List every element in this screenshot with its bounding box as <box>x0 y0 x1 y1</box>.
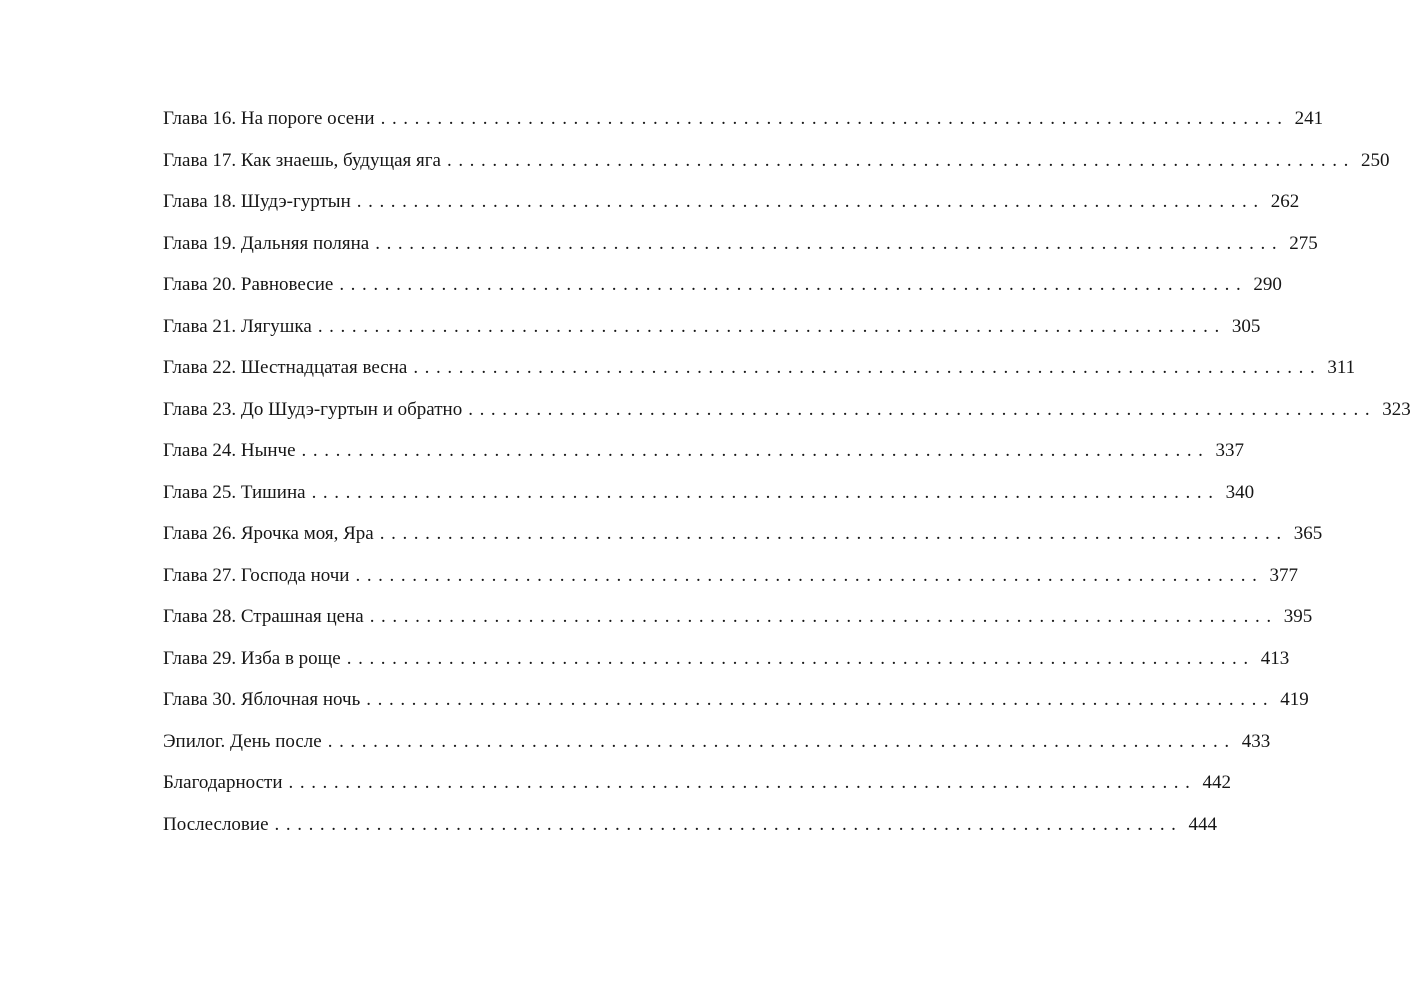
toc-entry-title: Глава 17. Как знаешь, будущая яга <box>163 149 441 171</box>
toc-entry-page: 419 <box>1280 689 1309 710</box>
dot-leader: ................................................................................ <box>317 315 1226 337</box>
toc-entry-page: 290 <box>1253 274 1282 295</box>
toc-entry-page: 413 <box>1260 647 1290 669</box>
dot-leader: ................................................................................ <box>356 191 1265 212</box>
toc-entry-title: Послесловие <box>163 813 269 835</box>
toc-entry-page: 275 <box>1289 232 1318 254</box>
dot-leader: ................................................................................ <box>468 398 1377 420</box>
toc-entry-title: Глава 20. Равновесие <box>163 274 334 295</box>
toc-entry-title: Глава 30. Яблочная ночь <box>163 689 361 710</box>
toc-entry <box>163 804 1218 846</box>
toc-entry <box>163 223 1318 265</box>
toc-entry <box>163 513 1323 555</box>
toc-entry-title: Глава 28. Страшная цена <box>163 606 364 627</box>
toc-entry-title: Глава 22. Шестнадцатая весна <box>163 357 408 378</box>
toc-entry-page: 241 <box>1294 108 1324 129</box>
dot-leader: ................................................................................ <box>327 730 1236 752</box>
dot-leader: ................................................................................ <box>301 440 1210 461</box>
toc-entry <box>163 306 1261 348</box>
dot-leader: ................................................................................ <box>346 647 1255 669</box>
dot-leader: ................................................................................ <box>355 564 1264 586</box>
toc-entry-title: Благодарности <box>163 772 283 793</box>
toc-entry-page: 337 <box>1215 440 1245 461</box>
dot-leader: ................................................................................ <box>380 108 1289 129</box>
dot-leader: ................................................................................ <box>379 523 1288 544</box>
dot-leader: ................................................................................ <box>339 274 1248 295</box>
toc-entry-page: 311 <box>1327 357 1356 378</box>
toc-entry-page: 305 <box>1231 315 1261 337</box>
toc-entry <box>163 679 1309 721</box>
toc-entry <box>163 555 1298 597</box>
toc-entry-title: Глава 24. Нынче <box>163 440 296 461</box>
toc-entry <box>163 181 1300 223</box>
toc-entry-page: 444 <box>1188 813 1218 835</box>
toc-entry <box>163 98 1324 140</box>
dot-leader: ................................................................................ <box>413 357 1322 378</box>
toc-entry-title: Глава 18. Шудэ-гуртын <box>163 191 351 212</box>
toc-entry-page: 365 <box>1293 523 1323 544</box>
toc-entry-page: 377 <box>1269 564 1298 586</box>
toc-entry <box>163 762 1231 804</box>
toc-entry <box>163 472 1255 514</box>
dot-leader: ................................................................................ <box>274 813 1183 835</box>
toc-entry-title: Глава 21. Лягушка <box>163 315 312 337</box>
toc-entry-title: Глава 27. Господа ночи <box>163 564 350 586</box>
toc-entry <box>163 638 1290 680</box>
dot-leader: ................................................................................ <box>311 481 1220 503</box>
toc-entry <box>163 596 1313 638</box>
toc-entry <box>163 347 1356 389</box>
toc-entry-page: 433 <box>1241 730 1271 752</box>
toc-entry-page: 442 <box>1202 772 1231 793</box>
dot-leader: ................................................................................ <box>369 606 1278 627</box>
dot-leader: ................................................................................ <box>288 772 1197 793</box>
toc-entry-title: Глава 26. Ярочка моя, Яра <box>163 523 374 544</box>
toc-entry-title: Глава 25. Тишина <box>163 481 306 503</box>
toc-entry-page: 395 <box>1283 606 1313 627</box>
toc-entry-title: Глава 16. На пороге осени <box>163 108 375 129</box>
dot-leader: ................................................................................ <box>375 232 1284 254</box>
dot-leader: ................................................................................ <box>366 689 1275 710</box>
table-of-contents <box>163 98 1411 845</box>
toc-entry <box>163 264 1282 306</box>
toc-entry <box>163 389 1411 431</box>
toc-entry <box>163 140 1390 182</box>
toc-entry-title: Глава 19. Дальняя поляна <box>163 232 370 254</box>
toc-entry-page: 262 <box>1270 191 1300 212</box>
toc-entry-page: 250 <box>1360 149 1390 171</box>
toc-entry <box>163 721 1271 763</box>
toc-entry-title: Глава 23. До Шудэ-гуртын и обратно <box>163 398 463 420</box>
toc-entry-page: 340 <box>1225 481 1255 503</box>
toc-entry-title: Глава 29. Изба в роще <box>163 647 341 669</box>
dot-leader: ................................................................................ <box>446 149 1355 171</box>
toc-entry-page: 323 <box>1382 398 1411 420</box>
toc-entry <box>163 430 1245 472</box>
toc-entry-title: Эпилог. День после <box>163 730 322 752</box>
